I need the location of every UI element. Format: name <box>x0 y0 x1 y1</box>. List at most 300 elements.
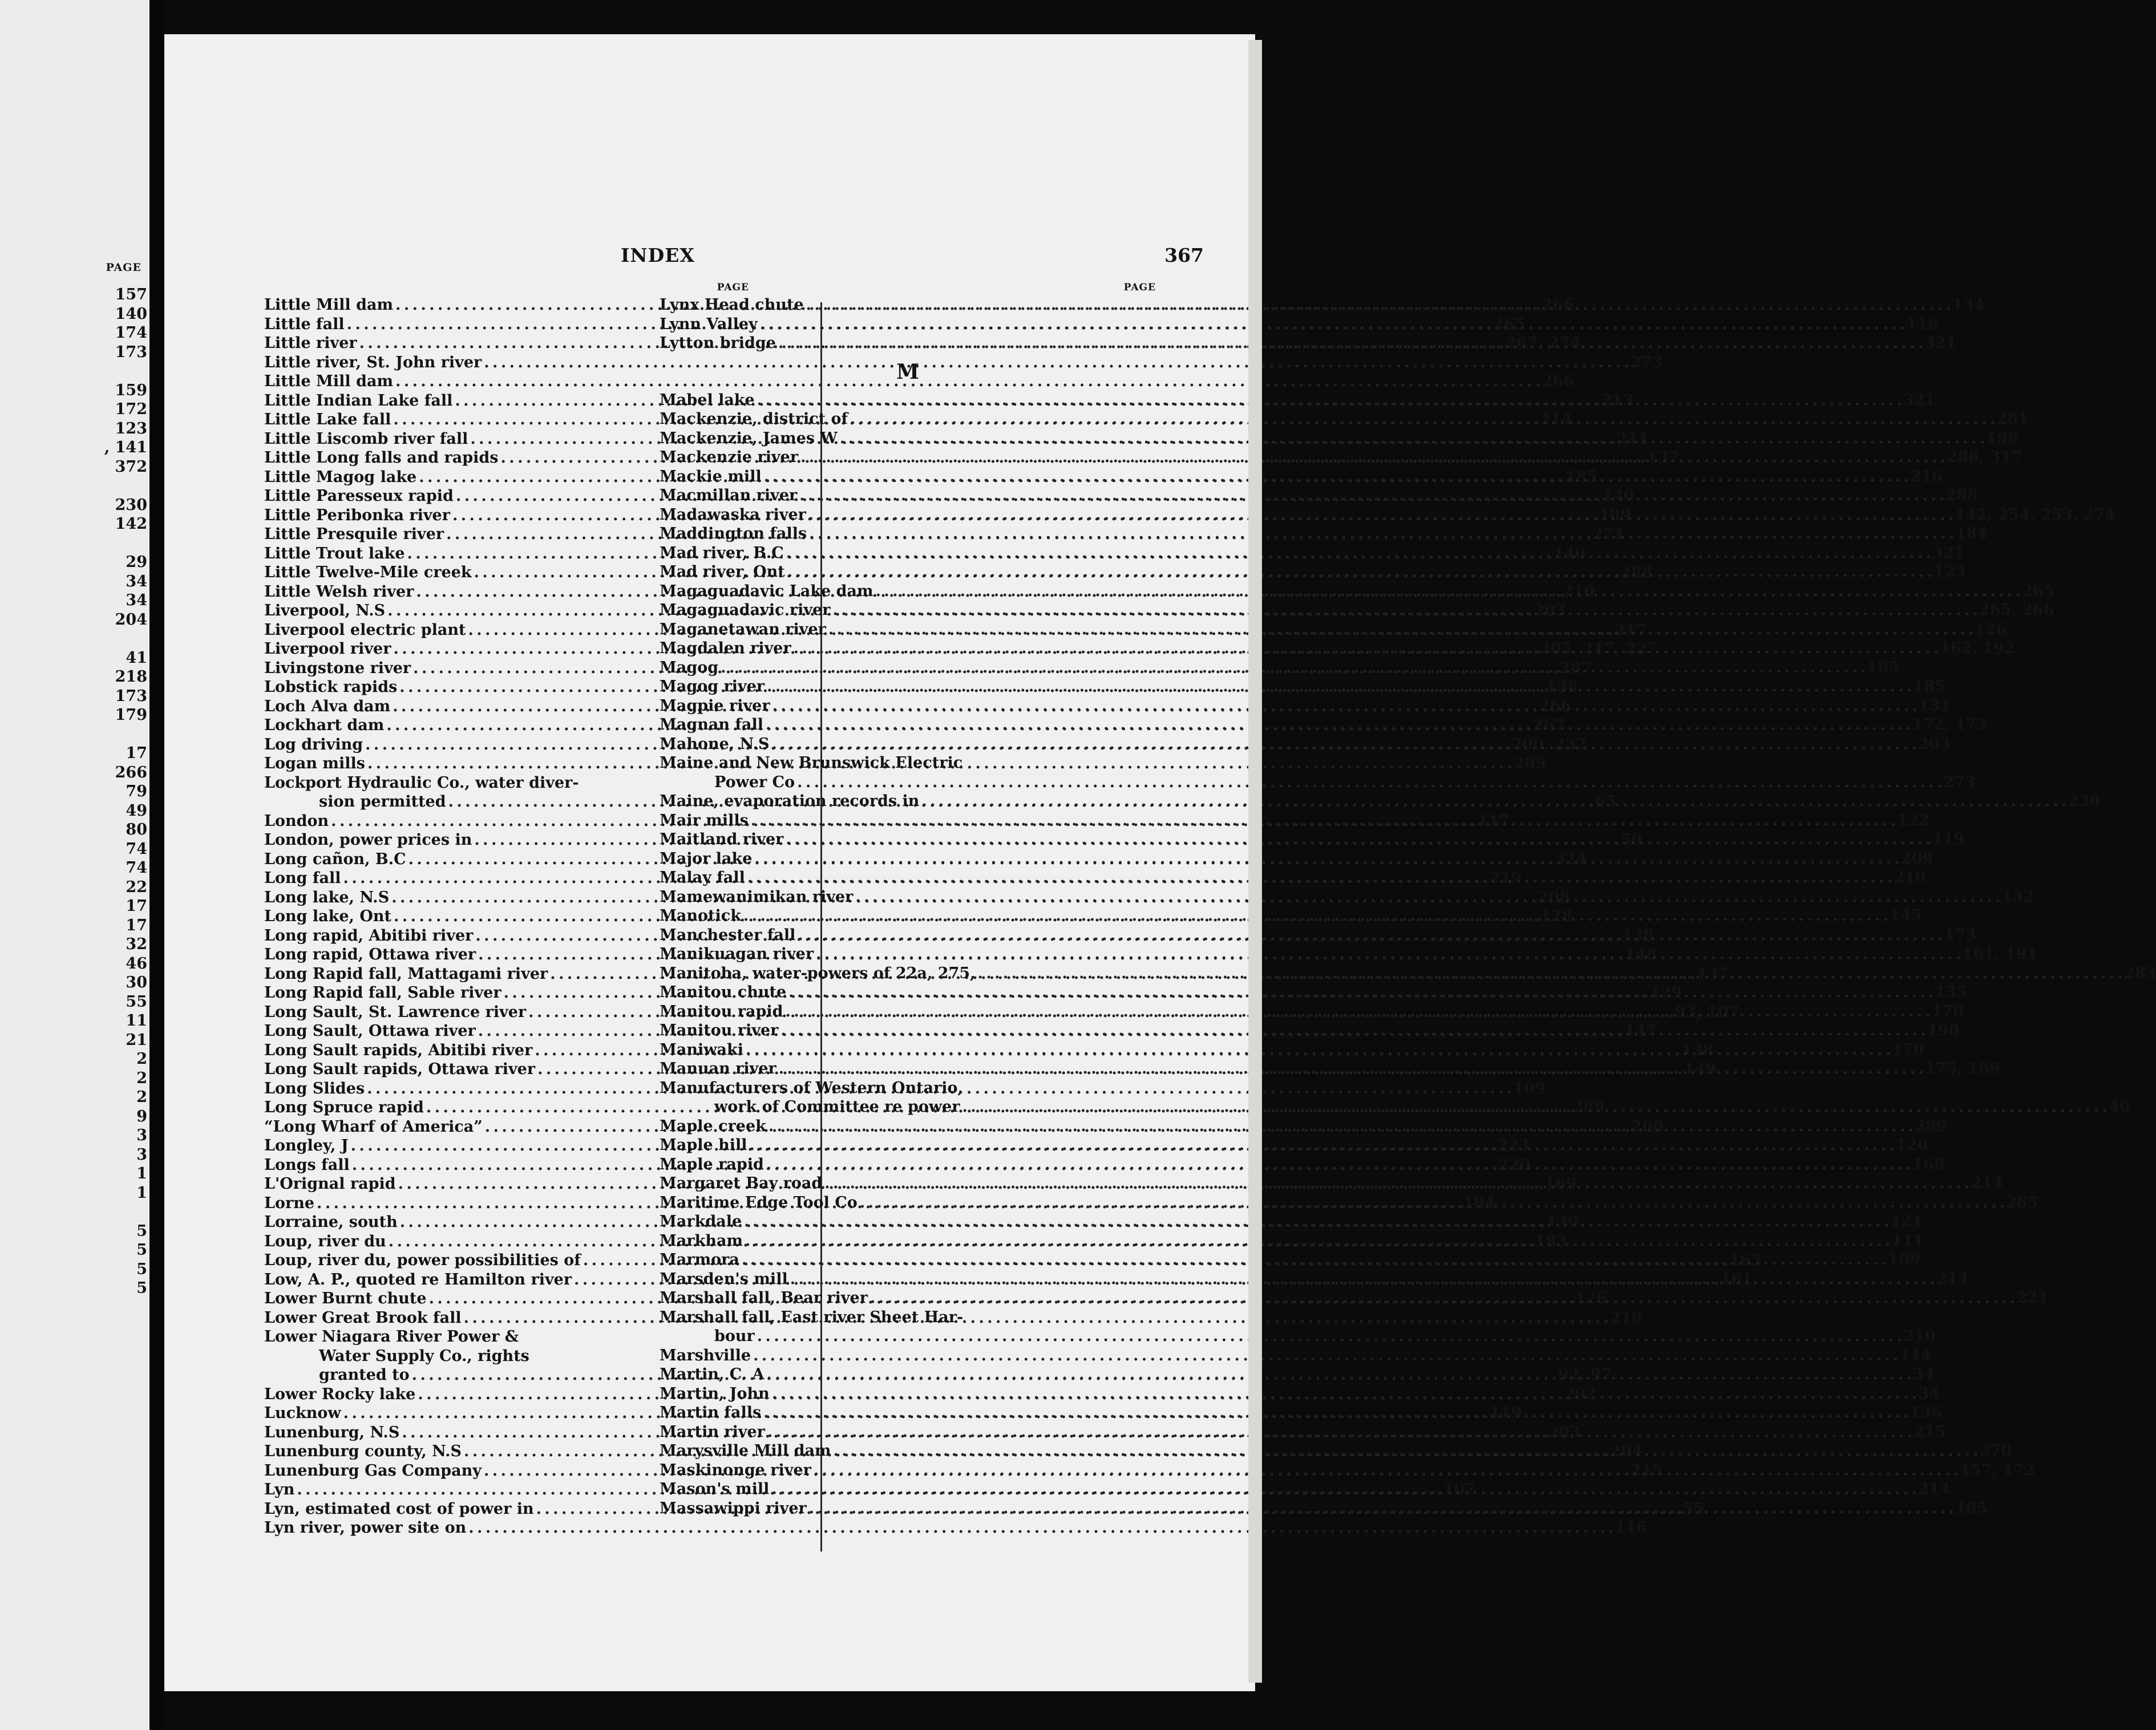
entry-text: Little Presquile river <box>264 525 444 543</box>
entry-page: 162, 192 <box>1940 639 2015 657</box>
entry-text: Loup, river du <box>264 1232 386 1250</box>
entry-text: Long fall <box>264 869 341 887</box>
entry-text: Long Spruce rapid <box>264 1099 424 1116</box>
entry-page: 215 <box>1630 1461 1662 1480</box>
prev-page-number: 46 <box>126 954 147 973</box>
entry-text: Marmora <box>660 1251 739 1269</box>
entry-page: 200 <box>1631 1117 1664 1136</box>
entry-page: 209 <box>1514 755 1546 772</box>
entry-text: Lower Rocky lake <box>264 1385 416 1403</box>
prev-page-number: , 141 <box>104 439 147 456</box>
entry-text: Margaret Bay road <box>660 1174 823 1192</box>
entry-page: 184 <box>1463 1194 1495 1212</box>
entry-page: 132 <box>2001 888 2034 906</box>
entry-text: Lynn Valley <box>660 315 758 333</box>
entry-text: Long Rapid fall, Mattagami river <box>264 965 548 983</box>
entry-page: 109 <box>1513 1079 1546 1097</box>
entry-page: 138 <box>1546 678 1579 696</box>
entry-text: Loup, river du, power possibilities of <box>264 1251 581 1269</box>
entry-text: Maritime Edge Tool Co <box>660 1193 857 1212</box>
entry-page: 214 <box>1971 1174 2004 1192</box>
entry-page: 107 <box>1443 1481 1476 1498</box>
prev-page-number: 173 <box>115 687 147 705</box>
entry-text: Maddington falls <box>660 525 807 542</box>
entry-page: 288 <box>1945 487 1979 504</box>
entry-page: 266 <box>1542 372 1574 390</box>
leader-dots <box>876 582 2020 601</box>
leader-dots <box>780 1021 1924 1040</box>
entry-page: 267 <box>1532 716 1566 734</box>
entry-page: 148 <box>1624 946 1657 963</box>
entry-text: Long lake, Ont <box>264 907 391 925</box>
entry-text: Manikuagan river <box>660 945 814 963</box>
entry-text: Manitou river <box>660 1022 779 1039</box>
entry-text: Little Magog lake <box>264 468 417 486</box>
entry-page: 126 <box>1575 1290 1608 1307</box>
entry-text: Lunenburg county, N.S <box>264 1443 462 1460</box>
entry-text: Long Rapid fall, Sable river <box>264 984 501 1002</box>
entry-page: 121 <box>1890 1213 1923 1230</box>
entry-page: 119 <box>1932 830 1965 848</box>
prev-page-number: 172 <box>115 400 147 418</box>
entry-page: 50 <box>1620 831 1643 849</box>
entry-text: Lorraine, south <box>264 1213 398 1231</box>
index-entry <box>660 1079 1156 1098</box>
prev-page-number: 5 <box>136 1279 147 1297</box>
prev-page-number: 41 <box>126 649 147 667</box>
prev-page-number: 2 <box>136 1088 147 1106</box>
leader-dots <box>767 677 1911 696</box>
entry-page: 65 <box>1594 793 1616 811</box>
prev-page-number: 5 <box>136 1222 147 1240</box>
entry-page: 213 <box>1601 391 1634 410</box>
entry-text: Malay fall <box>660 869 745 886</box>
entry-text: Longs fall <box>264 1156 350 1174</box>
prev-page-number: 179 <box>115 706 147 724</box>
leader-dots <box>786 830 1930 849</box>
page-number: 367 <box>1164 244 1204 266</box>
entry-page: 140 <box>1553 544 1586 562</box>
prev-page-number <box>104 1202 147 1222</box>
entry-page: 288 <box>1620 564 1653 581</box>
entry-text: Long Slides <box>264 1079 365 1097</box>
entry-page: 142, 254, 253, 274 <box>1955 505 2116 524</box>
leader-dots <box>764 467 1908 487</box>
leader-dots <box>809 524 1953 544</box>
leader-dots <box>760 315 1904 334</box>
leader-dots <box>721 658 1864 678</box>
entry-page: 210 <box>1903 1327 1936 1345</box>
prev-page-number: 2 <box>136 1069 147 1087</box>
entry-text: Little Indian Lake fall <box>264 391 453 410</box>
entry-text: Mair mills <box>660 811 749 829</box>
entry-text: Little Long falls and rapids <box>264 449 499 467</box>
book-gutter <box>149 0 164 1730</box>
entry-page: 123 <box>1933 563 1966 581</box>
leader-dots <box>753 1346 1897 1366</box>
entry-text: Lorne <box>264 1194 315 1212</box>
prev-page-number <box>104 725 147 744</box>
prev-page-number: 5 <box>136 1241 147 1259</box>
entry-page: 114 <box>1899 1346 1932 1364</box>
entry-page: 265 <box>2006 1193 2038 1212</box>
entry-page: 116 <box>1906 315 1939 333</box>
entry-text: Lunenburg, N.S <box>264 1423 400 1441</box>
entry-page: 126 <box>1975 620 2007 638</box>
entry-page: 175, 189 <box>1925 1060 2000 1077</box>
entry-page: 163 <box>1729 1251 1762 1269</box>
entry-page: 139 <box>1546 1213 1579 1231</box>
prev-page-number: 142 <box>115 515 147 533</box>
entry-page: 111 <box>1891 1231 1924 1250</box>
prev-page-number: 34 <box>126 572 147 590</box>
entry-page: 288, 317 <box>1947 448 2022 466</box>
entry-text: Manchester fall <box>660 926 796 944</box>
entry-page: 324 <box>1555 850 1587 868</box>
entry-page: 185 <box>1913 678 1945 695</box>
entry-text: Loch Alva dam <box>264 697 391 715</box>
page-title: INDEX <box>621 244 695 266</box>
entry-page: 203 <box>1918 735 1951 753</box>
leader-dots <box>833 601 1977 620</box>
entry-text: Lytton bridge <box>660 334 776 352</box>
entry-page: 218 <box>1610 1308 1643 1327</box>
entry-page: 34 <box>1918 1384 1940 1403</box>
leader-dots <box>771 735 1915 754</box>
leader-dots <box>799 486 1943 505</box>
prev-page-number <box>104 362 147 381</box>
entry-text: L'Orignal rapid <box>264 1175 396 1193</box>
prev-page-number: 2 <box>136 1050 147 1068</box>
entry-page: 173 <box>1944 926 1977 944</box>
entry-text: Marsden's mill <box>660 1270 788 1288</box>
entry-page: 117 <box>1477 812 1510 830</box>
entry-text: Magog river <box>660 678 765 695</box>
entry-text: Little Peribonka river <box>264 506 450 524</box>
entry-page: 209 <box>1900 849 1933 868</box>
leader-dots <box>797 773 1941 792</box>
entry-page: 184 <box>1955 525 1988 542</box>
prev-page-number: 30 <box>126 974 147 991</box>
entry-page: 116 <box>1615 1519 1647 1537</box>
prev-page-number: 49 <box>126 801 147 820</box>
leader-dots <box>779 1059 1923 1079</box>
entry-page: 119 <box>1490 1404 1522 1422</box>
entry-text: Lower Burnt chute <box>264 1290 427 1307</box>
entry-page: 122 <box>1897 811 1930 829</box>
entry-text: Magog <box>660 658 719 676</box>
leader-dots <box>814 1461 1957 1480</box>
leader-dots <box>771 1480 1915 1499</box>
leader-dots <box>794 639 1937 658</box>
leader-dots <box>809 1499 1953 1518</box>
right-column-header: PAGE <box>1123 282 1156 293</box>
entry-text: Maganetawan river <box>660 620 826 638</box>
entry-page: 219 <box>1489 869 1522 887</box>
entry-page: 203 <box>1534 602 1566 619</box>
leader-dots <box>468 1518 1612 1538</box>
entry-text: Lyn river, power site on <box>264 1519 467 1537</box>
entry-page: 161 <box>1720 1270 1753 1289</box>
entry-page: 203 <box>1548 1423 1581 1441</box>
prev-page-number: 123 <box>115 419 147 437</box>
leader-dots <box>763 1403 1907 1423</box>
entry-text: Madawaska river <box>660 505 806 524</box>
entry-text: Longley, J <box>264 1137 349 1154</box>
entry-page: 168 <box>1912 1155 1945 1173</box>
entry-page: 169 <box>1544 1175 1577 1193</box>
entry-text: Little Welsh river <box>264 582 414 601</box>
entry-page: 321 <box>1924 334 1957 352</box>
entry-text: Maine, evaporation records in <box>660 792 920 810</box>
entry-text: Liverpool, N.S <box>264 602 386 619</box>
entry-page: 183 <box>1535 1232 1567 1250</box>
entry-text: Long Sault rapids, Abitibi river <box>264 1041 533 1059</box>
leader-dots <box>744 1212 1888 1231</box>
entry-page: 289 <box>1915 1117 1947 1135</box>
entry-page: 287 <box>1559 659 1592 677</box>
entry-page: 238 <box>2068 792 2101 810</box>
prev-page-number: 159 <box>115 381 147 399</box>
prev-page-number: 17 <box>126 916 147 934</box>
entry-text: Little river, St. John river <box>264 353 482 371</box>
prev-page-number: 21 <box>126 1031 147 1049</box>
entry-page: 210 <box>1894 869 1926 886</box>
section-letter: M <box>896 359 919 384</box>
leader-dots <box>790 1270 1934 1289</box>
entry-text: Maple creek <box>660 1117 766 1135</box>
leader-dots <box>767 1423 1911 1442</box>
leader-dots <box>766 715 1910 735</box>
prev-page-number: 32 <box>126 935 147 953</box>
prev-page-number: 218 <box>115 668 147 686</box>
entry-text: Markdale <box>660 1213 742 1230</box>
entry-page: 265 <box>2022 582 2054 600</box>
entry-page: 223 <box>1497 1137 1530 1154</box>
entry-text: Maine and New Brunswick Electric <box>660 754 963 772</box>
entry-text: Manuan river <box>660 1060 776 1077</box>
prev-page-number: 9 <box>136 1107 147 1125</box>
entry-page: 34 <box>1912 1366 1935 1383</box>
entry-text: Mackenzie river <box>660 448 799 466</box>
entry-text: Martin, John <box>660 1384 770 1403</box>
index-entry <box>660 1308 1156 1327</box>
leader-dots <box>767 1365 1911 1384</box>
entry-page: 92, 97 <box>1558 1366 1612 1384</box>
entry-text: Massawippi river <box>660 1499 807 1517</box>
entry-text: Martin river <box>660 1423 765 1441</box>
leader-dots <box>806 295 1950 315</box>
prev-page-number <box>104 476 147 496</box>
entry-page: 273 <box>1943 773 1976 791</box>
leader-dots <box>757 1327 1901 1346</box>
entry-page: 208 <box>1538 888 1570 906</box>
entry-page: 215 <box>1914 1423 1946 1441</box>
entry-page: 134 <box>1952 296 1985 314</box>
entry-text: Lyn <box>264 1481 295 1498</box>
entry-page: 189 <box>1599 506 1631 524</box>
entry-text: Mabel lake <box>660 391 755 409</box>
entry-page: 211 <box>1616 430 1649 448</box>
entry-text: Little Liscomb river fall <box>264 430 468 448</box>
entry-text: Little river <box>264 334 357 352</box>
prev-page-number: 174 <box>115 324 147 342</box>
running-head <box>164 238 1255 273</box>
entry-text: Little Mill dam <box>264 296 394 314</box>
entry-text: Maple rapid <box>660 1155 764 1173</box>
entry-text: Mackie mill <box>660 467 762 485</box>
prev-page-number: 74 <box>126 840 147 858</box>
prev-page-number: 74 <box>126 859 147 877</box>
entry-page: 266 <box>1539 697 1571 715</box>
entry-page: 265 <box>1493 315 1526 333</box>
entry-text: Manotick <box>660 907 741 925</box>
entry-page: 216 <box>1910 467 1943 485</box>
entry-text: Mad river, Ont <box>660 563 785 581</box>
entry-text: Liverpool electric plant <box>264 621 466 639</box>
entry-text: Lunenburg Gas Company <box>264 1461 482 1480</box>
entry-page: 120 <box>1895 1136 1928 1154</box>
leader-dots <box>786 1002 1930 1022</box>
leader-dots <box>743 906 1887 926</box>
leader-dots <box>978 964 2122 983</box>
entry-page: 140 <box>1602 487 1635 505</box>
entry-text: Mason's mill <box>660 1480 770 1498</box>
entry-text: Magaguadavic river <box>660 601 831 619</box>
prev-page-number: 157 <box>115 286 147 303</box>
prev-page-number: 266 <box>115 763 147 781</box>
prev-page-number: 173 <box>115 343 147 361</box>
prev-page-number: 29 <box>126 553 147 571</box>
entry-text: Magnan fall <box>660 716 764 734</box>
entry-page: 138 <box>1681 1041 1714 1059</box>
entry-page: 214 <box>1936 1270 1969 1288</box>
entry-text: Liverpool river <box>264 640 391 658</box>
entry-text: Livingstone river <box>264 659 411 677</box>
index-entry <box>660 1327 1936 1346</box>
entry-page: 204 <box>1610 1443 1643 1460</box>
entry-text: Mackenzie, district of <box>660 410 848 428</box>
index-entry <box>660 753 1156 773</box>
entry-text: Little Paresseux rapid <box>264 487 454 505</box>
entry-text: Maple hill <box>660 1136 747 1154</box>
entry-text: Long Sault, St. Lawrence river <box>264 1003 527 1021</box>
entry-text: granted to <box>319 1366 410 1384</box>
leader-dots <box>757 391 1901 410</box>
entry-page: 185 <box>1955 1499 1988 1517</box>
leader-dots <box>824 1174 1968 1193</box>
entry-page: 266 <box>1542 296 1574 314</box>
entry-page: 210 <box>1562 582 1595 601</box>
entry-text: Markham <box>660 1231 743 1250</box>
entry-text: Low, A. P., quoted re Hamilton river <box>264 1270 572 1289</box>
entry-text: sion permitted <box>319 793 446 811</box>
entry-text: Marshall fall, East river Sheet Har- <box>660 1308 964 1326</box>
leader-dots <box>962 1097 2106 1117</box>
leader-dots <box>751 811 1895 830</box>
leader-dots <box>747 868 1891 888</box>
entry-text: Lyn, estimated cost of power in <box>264 1500 534 1518</box>
prev-page-number <box>104 534 147 553</box>
leader-dots <box>860 1193 2004 1213</box>
entry-page: 145 <box>1890 907 1922 925</box>
entry-text: Lynx Head chute <box>660 296 804 314</box>
entry-page: 273 <box>1630 353 1662 371</box>
entry-text: “Long Wharf of America” <box>264 1117 483 1136</box>
entry-text: Maniwaki <box>660 1040 743 1059</box>
entry-page: 214 <box>1918 1480 1951 1498</box>
entry-text: Lockhart dam <box>264 716 385 734</box>
entry-page: 205, 217, 227 <box>1539 640 1658 658</box>
leader-dots <box>788 983 1932 1002</box>
entry-text: Maskinonge river <box>660 1461 811 1479</box>
entry-page: 217 <box>1614 621 1647 639</box>
entry-text: Mahone, N.S <box>660 735 770 753</box>
entry-page: 185 <box>1867 658 1899 676</box>
prev-page-number-column <box>104 285 147 1298</box>
entry-text: Long Sault rapids, Ottawa river <box>264 1060 536 1078</box>
entry-page: 137 <box>1696 965 1729 983</box>
prev-page-number: 11 <box>126 1012 147 1030</box>
leader-dots <box>816 945 1960 964</box>
entry-page: 170 <box>1931 1002 1964 1020</box>
entry-text: Little Trout lake <box>264 544 405 562</box>
entry-text: London, power prices in <box>264 831 472 849</box>
entry-text: Little Mill dam <box>264 372 394 390</box>
leader-dots <box>746 1040 1890 1060</box>
leader-dots <box>800 448 1944 467</box>
entry-text: Marshville <box>660 1346 751 1364</box>
entry-page: 200, 232 <box>1511 735 1587 753</box>
entry-text: work of Committee re power <box>714 1098 960 1116</box>
leader-dots <box>772 1384 1916 1404</box>
entry-page: 321 <box>1903 391 1936 409</box>
entry-text: Water Supply Co., rights <box>319 1347 529 1365</box>
entry-text: Little Twelve-Mile creek <box>264 564 472 581</box>
prev-page-column-header: PAGE <box>106 261 141 274</box>
entry-page: 161, 191 <box>1962 945 2037 963</box>
entry-text: Power Co <box>714 773 795 791</box>
entry-text: Marysville Mill dam <box>660 1442 831 1460</box>
prev-page-number: 3 <box>136 1145 147 1164</box>
index-entry <box>660 773 1976 792</box>
prev-page-number: 5 <box>136 1260 147 1278</box>
left-column-header: PAGE <box>717 282 749 293</box>
entry-text: Long Sault, Ottawa river <box>264 1022 476 1040</box>
entry-page: 220 <box>1498 1156 1531 1174</box>
entry-page: 109 <box>1888 1251 1920 1269</box>
entry-text: Macmillan river <box>660 487 798 504</box>
entry-page: 138 <box>1621 926 1655 945</box>
index-entry <box>264 1518 1647 1538</box>
entry-page: 221 <box>2016 1289 2049 1307</box>
prev-page-number <box>104 629 147 649</box>
entry-page: 267, 274 <box>1505 334 1581 352</box>
entry-text: bour <box>714 1327 755 1345</box>
prev-page-number: 204 <box>115 610 147 629</box>
entry-text: Manitou rapid <box>660 1002 783 1020</box>
entry-text: Long cañon, B.C <box>264 850 406 868</box>
index-entry <box>660 1346 1932 1366</box>
previous-page-fragment <box>0 0 149 1730</box>
prev-page-number: 3 <box>136 1127 147 1144</box>
prev-page-number: 1 <box>136 1184 147 1202</box>
page-edge <box>1248 40 1262 1683</box>
entry-text: Lockport Hydraulic Co., water diver- <box>264 773 579 792</box>
entry-page: 128 <box>1540 907 1572 925</box>
entry-text: Log driving <box>264 735 363 753</box>
entry-page: 172, 173 <box>1912 716 1987 734</box>
